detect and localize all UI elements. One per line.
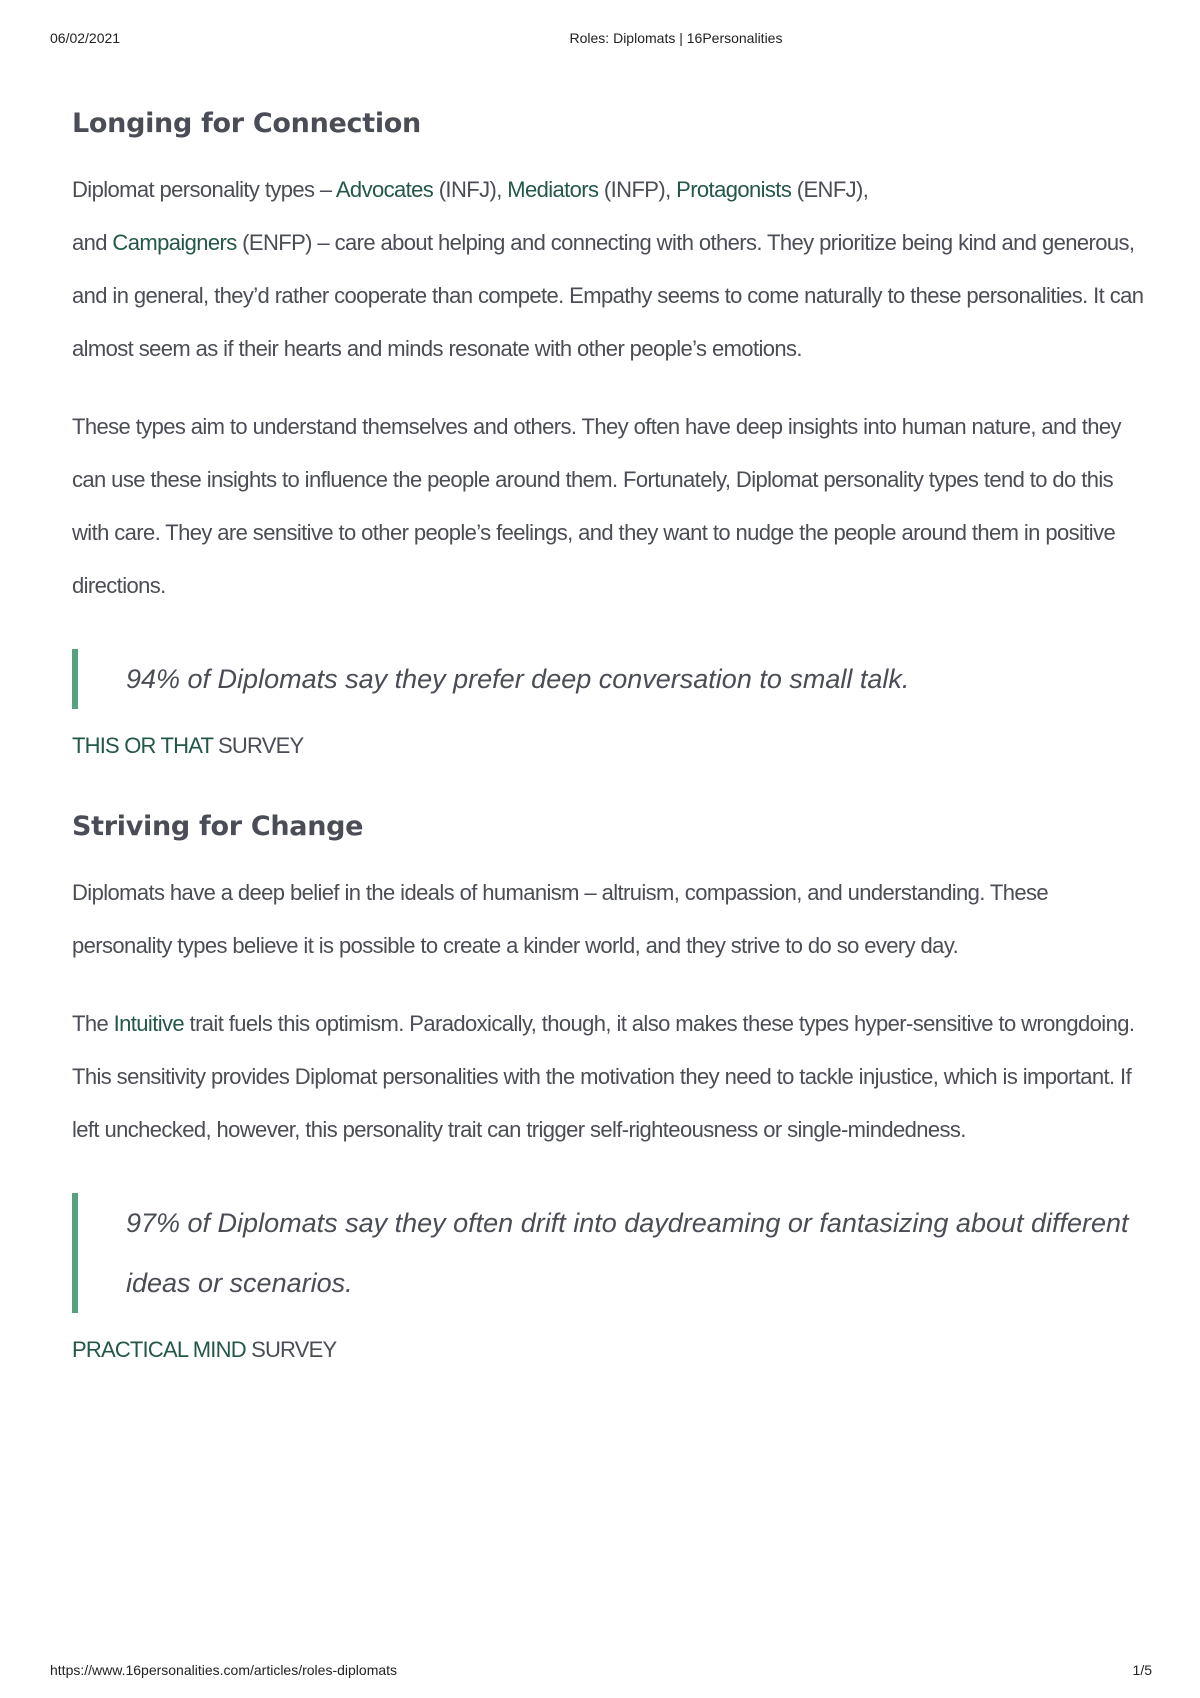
text-span: trait fuels this optimism. Paradoxically, though, it also makes these types hyper-sensitive to wrongdoing. This sensitivity provides Diplomat personalities with the motivation they need to tackle injustice, which is important. If left unchecked, however, this personality trait can trigger self-righteousness or single-mindedness.	[72, 1011, 1135, 1142]
campaigners-link[interactable]: Campaigners	[112, 230, 237, 255]
print-page-title: Roles: Diplomats | 16Personalities	[569, 30, 783, 46]
mediators-link[interactable]: Mediators	[507, 177, 599, 202]
print-page-number: 1/5	[1132, 1662, 1152, 1678]
paragraph: These types aim to understand themselves and others. They often have deep insights into human nature, and they can use these insights to influence the people around them. Fortunately, Diplomat personality types tend to do this with care. They are sensitive to other people’s feelings, and they want to nudge the people around them in positive directions.	[72, 414, 1121, 598]
print-date: 06/02/2021	[50, 30, 121, 46]
survey-label: SURVEY	[245, 1337, 337, 1362]
survey-reference	[72, 733, 1144, 759]
text-span: (INFJ),	[433, 177, 508, 202]
text-span: (ENFP) – care about helping and connecting with others. They prioritize being kind and generous, and in general, they’d rather cooperate than compete. Empathy seems to come naturally to these personalities. It can almost seem as if their hearts and minds resonate with other people’s emotions.	[72, 230, 1144, 361]
text-span: Diplomat personality types –	[72, 177, 336, 202]
text-span: and	[72, 230, 113, 255]
article-content	[72, 108, 1144, 1363]
paragraph	[72, 163, 1144, 375]
survey-reference	[72, 1337, 1144, 1363]
protagonists-link[interactable]: Protagonists	[676, 177, 792, 202]
pull-quote-text: 94% of Diplomats say they prefer deep conversation to small talk.	[126, 664, 910, 694]
paragraph: Diplomats have a deep belief in the ideals of humanism – altruism, compassion, and understanding. These personality types believe it is possible to create a kinder world, and they strive to do so every day.	[72, 880, 1049, 958]
pull-quote	[72, 649, 1144, 709]
text-span: (ENFJ),	[791, 177, 869, 202]
print-url: https://www.16personalities.com/articles/roles-diplomats	[50, 1662, 398, 1678]
survey-link-this-or-that[interactable]: THIS OR THAT	[72, 733, 213, 758]
pull-quote-text: 97% of Diplomats say they often drift into daydreaming or fantasizing about different ideas or scenarios.	[126, 1208, 1129, 1298]
intuitive-link[interactable]: Intuitive	[113, 1011, 185, 1036]
section-title-connection: Longing for Connection	[72, 108, 421, 139]
advocates-link[interactable]: Advocates	[335, 177, 434, 202]
paragraph	[72, 997, 1144, 1156]
survey-link-practical-mind[interactable]: PRACTICAL MIND	[72, 1337, 246, 1362]
text-span: The	[72, 1011, 114, 1036]
survey-label: SURVEY	[212, 733, 304, 758]
section-title-change: Striving for Change	[72, 811, 364, 842]
pull-quote	[72, 1193, 1144, 1313]
text-span: (INFP),	[598, 177, 677, 202]
